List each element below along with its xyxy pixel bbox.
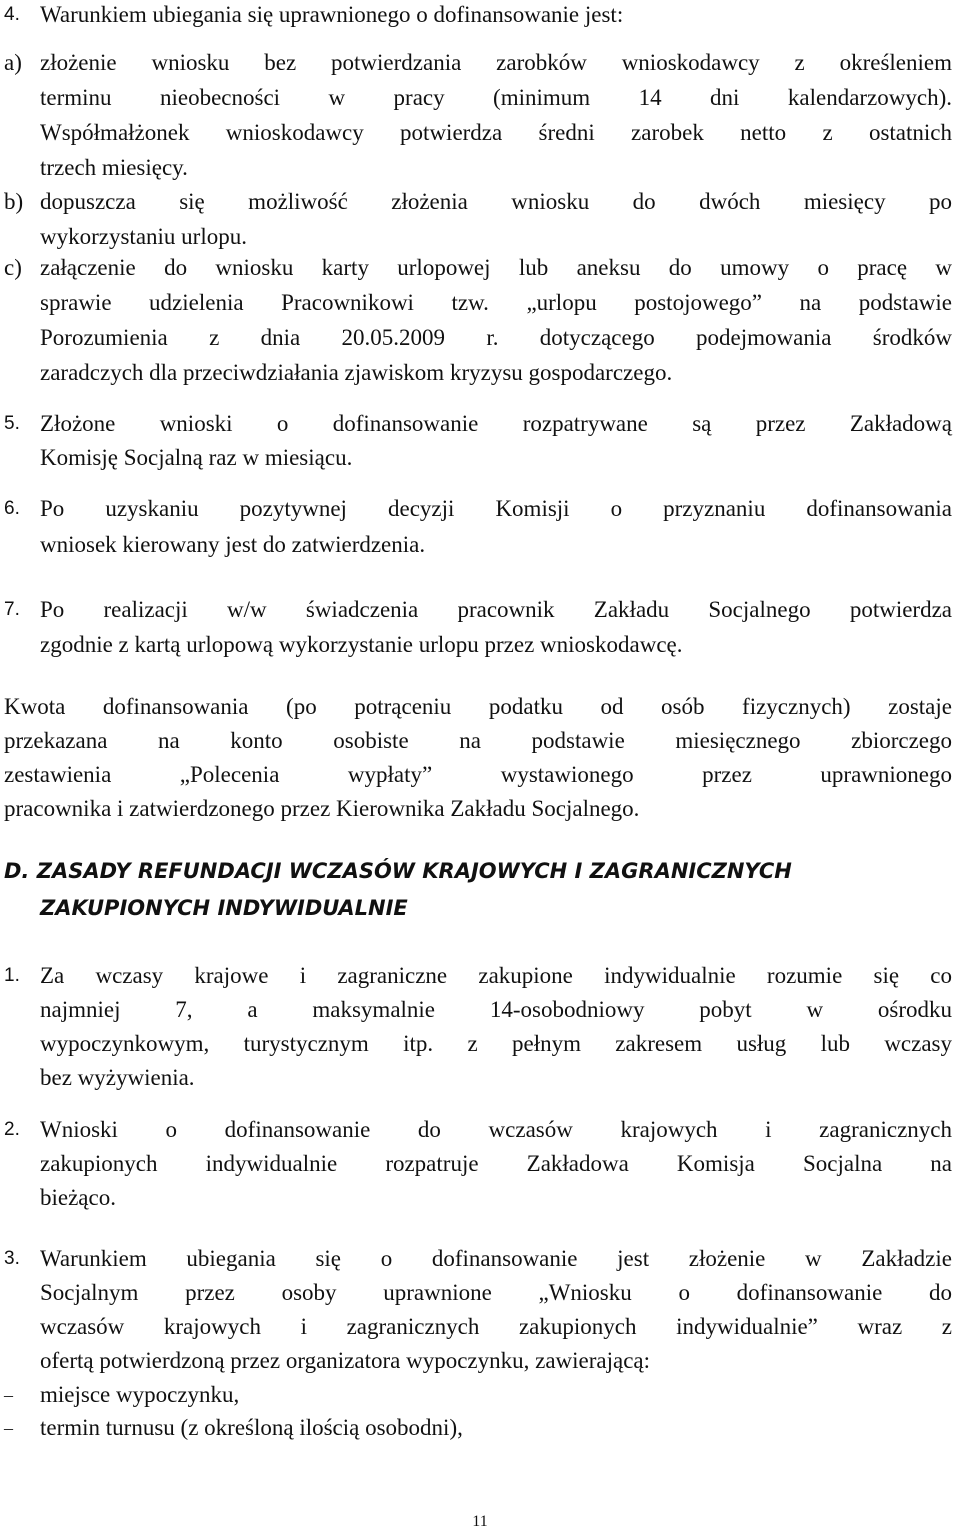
item-4c-line-1: załączenie do wniosku karty urlopowej lub aneksu do umowy o pracę w — [40, 255, 952, 280]
d-item-2-line-1: Wnioski o dofinansowanie do wczasów krajowych i zagranicznych — [40, 1117, 952, 1142]
item-6-line-2: wniosek kierowany jest do zatwierdzenia. — [40, 532, 426, 557]
section-d-heading-line-1: D. ZASADY REFUNDACJI WCZASÓW KRAJOWYCH I ZAGRANICZNYCH — [4, 859, 792, 883]
d-item-1-line-4: bez wyżywienia. — [40, 1065, 195, 1090]
item-4c-line-3: Porozumienia z dnia 20.05.2009 r. dotyczącego podejmowania środków — [40, 325, 952, 350]
bullet-dash-2: – — [4, 1418, 13, 1438]
d-item-1-number: 1. — [4, 965, 20, 986]
d-item-3-line-3: wczasów krajowych i zagranicznych zakupionych indywidualnie” wraz z — [40, 1314, 952, 1339]
item-4b-line-2: wykorzystaniu urlopu. — [40, 224, 247, 249]
item-4c-line-4: zaradczych dla przeciwdziałania zjawiskom kryzysu gospodarczego. — [40, 360, 673, 385]
item-7-number: 7. — [4, 599, 20, 620]
d-item-2-line-2: zakupionych indywidualnie rozpatruje Zakładowa Komisja Socjalna na — [40, 1151, 952, 1176]
page-number: 11 — [472, 1513, 488, 1530]
item-4c-line-2: sprawie udzielenia Pracownikowi tzw. „urlopu postojowego” na podstawie — [40, 290, 952, 315]
d-item-1-line-1: Za wczasy krajowe i zagraniczne zakupione indywidualnie rozumie się co — [40, 963, 952, 988]
d-item-3-number: 3. — [4, 1248, 20, 1269]
d-item-3-line-2: Socjalnym przez osoby uprawnione „Wniosku o dofinansowanie do — [40, 1280, 952, 1305]
d-item-2-line-3: bieżąco. — [40, 1185, 116, 1210]
d-item-3-line-1: Warunkiem ubiegania się o dofinansowanie jest złożenie w Zakładzie — [40, 1246, 952, 1271]
item-4c-label: c) — [4, 255, 22, 280]
d-item-3-bullet-2: termin turnusu (z określoną ilością osobodni), — [40, 1415, 463, 1440]
item-6-line-1: Po uzyskaniu pozytywnej decyzji Komisji o przyznaniu dofinansowania — [40, 496, 952, 521]
d-item-3-bullet-1: miejsce wypoczynku, — [40, 1382, 240, 1407]
item-4a-line-4: trzech miesięcy. — [40, 155, 188, 180]
item-4b-line-1: dopuszcza się możliwość złożenia wniosku do dwóch miesięcy po — [40, 189, 952, 214]
item-4a-line-2: terminu nieobecności w pracy (minimum 14 dni kalendarzowych). — [40, 85, 952, 110]
item-4b-label: b) — [4, 189, 24, 214]
paragraph-line-4: pracownika i zatwierdzonego przez Kierownika Zakładu Socjalnego. — [4, 796, 640, 821]
d-item-3-line-4: ofertą potwierdzoną przez organizatora wypoczynku, zawierającą: — [40, 1348, 651, 1373]
d-item-1-line-3: wypoczynkowym, turystycznym itp. z pełnym zakresem usług lub wczasy — [40, 1031, 952, 1056]
item-4-number: 4. — [4, 4, 20, 25]
d-item-1-line-2: najmniej 7, a maksymalnie 14-osobodniowy pobyt w ośrodku — [40, 997, 952, 1022]
item-4a-label: a) — [4, 50, 22, 75]
d-item-2-number: 2. — [4, 1119, 20, 1140]
item-4a-line-3: Współmałżonek wnioskodawcy potwierdza średni zarobek netto z ostatnich — [40, 120, 952, 145]
paragraph-line-3: zestawienia „Polecenia wypłaty” wystawionego przez uprawnionego — [4, 762, 952, 787]
paragraph-line-1: Kwota dofinansowania (po potrąceniu podatku od osób fizycznych) zostaje — [4, 694, 952, 719]
item-7-line-2: zgodnie z kartą urlopową wykorzystanie urlopu przez wnioskodawcę. — [40, 632, 683, 657]
item-5-number: 5. — [4, 413, 20, 434]
item-5-line-1: Złożone wnioski o dofinansowanie rozpatrywane są przez Zakładową — [40, 411, 952, 436]
item-5-line-2: Komisję Socjalną raz w miesiącu. — [40, 445, 353, 470]
item-4a-line-1: złożenie wniosku bez potwierdzania zarobków wnioskodawcy z określeniem — [40, 50, 952, 75]
paragraph-line-2: przekazana na konto osobiste na podstawie miesięcznego zbiorczego — [4, 728, 952, 753]
item-6-number: 6. — [4, 498, 20, 519]
section-d-heading-line-2: ZAKUPIONYCH INDYWIDUALNIE — [40, 896, 408, 920]
item-4-text: Warunkiem ubiegania się uprawnionego o dofinansowanie jest: — [40, 2, 624, 27]
bullet-dash-1: – — [4, 1385, 13, 1405]
item-7-line-1: Po realizacji w/w świadczenia pracownik Zakładu Socjalnego potwierdza — [40, 597, 952, 622]
